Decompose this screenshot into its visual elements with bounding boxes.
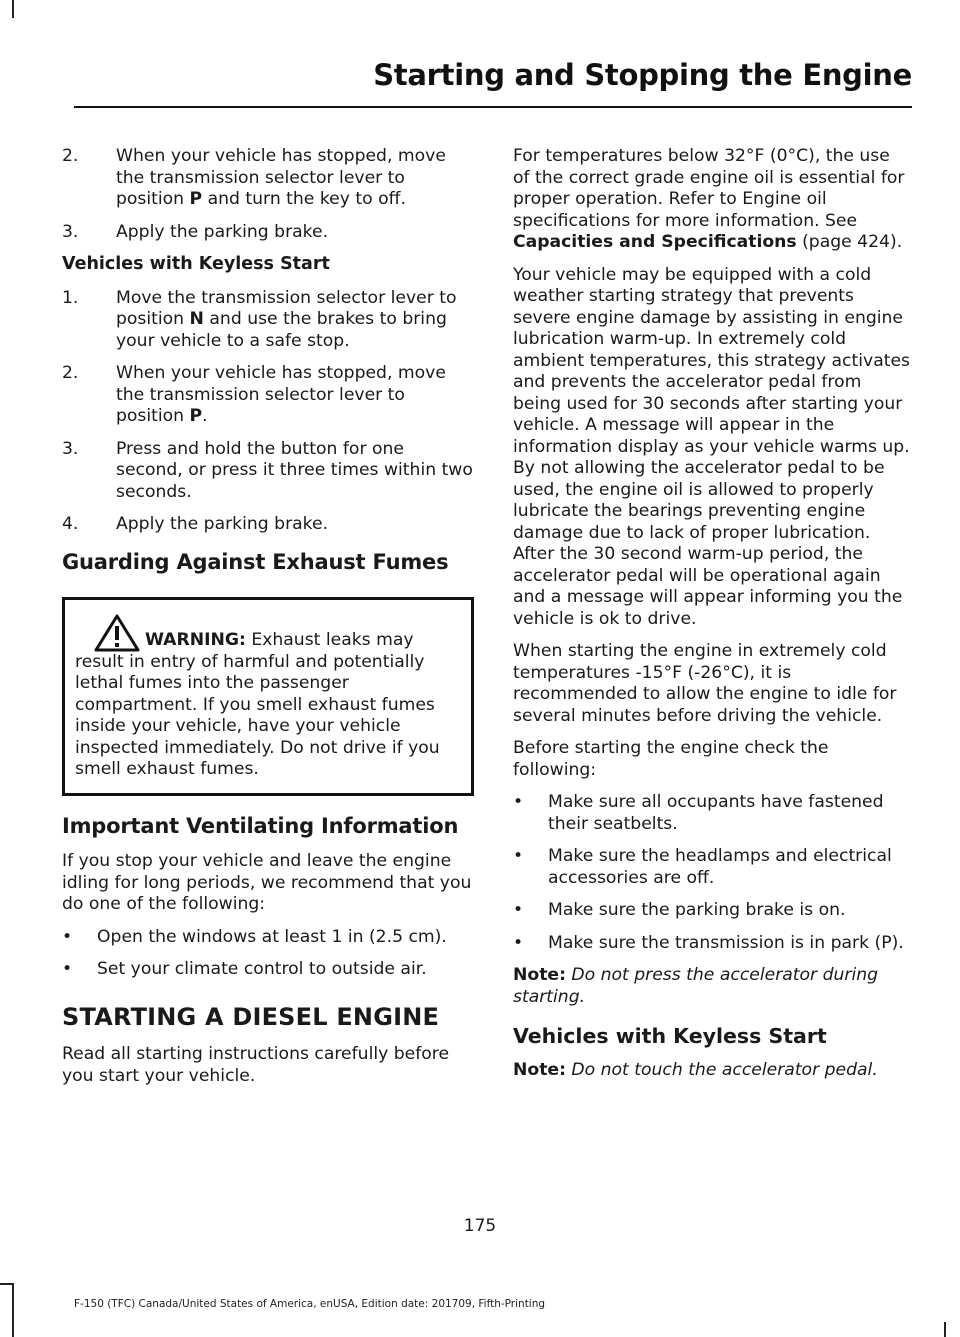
list-text: Make sure the transmission is in park (P). <box>548 932 904 953</box>
list-item-keyless-3 <box>62 439 474 504</box>
list-text: Press and hold the button for one second, or press it three times within two seconds. <box>116 438 473 502</box>
list-item-windows <box>62 927 474 949</box>
bullet: • <box>62 959 73 979</box>
text-run: and turn the key to off. <box>202 189 406 209</box>
text-run: and use the brakes to bring your vehicle to a safe stop. <box>116 309 447 351</box>
list-number: 1. <box>62 287 79 308</box>
capacities-link[interactable]: Capacities and Specifications <box>513 232 797 252</box>
list-item-keyless-1 <box>62 288 474 353</box>
bullet: • <box>513 846 524 866</box>
note-text: Do not touch the accelerator pedal. <box>565 1059 878 1080</box>
text-run: For temperatures below 32°F (0°C), the use of the correct grade engine oil is essential for proper operation. Refer to Engine oil specifications for more information. See <box>513 146 905 231</box>
list-number: 2. <box>62 363 79 383</box>
list-number: 3. <box>62 221 79 242</box>
list-item-step-3 <box>62 222 474 244</box>
list-text: Make sure all occupants have fastened their seatbelts. <box>548 792 884 834</box>
heading-starting-diesel: STARTING A DIESEL ENGINE <box>62 1002 440 1031</box>
crop-mark-bottom-right <box>944 1322 946 1337</box>
note-accelerator-starting <box>513 965 910 1008</box>
bullet: • <box>513 932 524 953</box>
list-item-keyless-2 <box>62 363 474 428</box>
gear-position-bold: N <box>189 309 204 329</box>
warning-box <box>62 597 474 796</box>
warning-label: WARNING: <box>145 630 246 650</box>
cold-strategy-paragraph: Your vehicle may be equipped with a cold weather starting strategy that prevents severe engine damage by assisting in engine lubrication warm-up. In extremely cold ambient temperatures, this strategy activates and prevents the accelerator pedal from being used for 30 seconds after starting your vehicle. A message will appear in the information display as your vehicle warms up. By not allowing the accelerator pedal to be used, the engine oil is allowed to properly lubricate the bearings preventing engine damage due to lack of proper lubrication. After the 30 second warm-up period, the accelerator pedal will be operational again and a message will appear informing you the vehicle is ok to drive. <box>513 264 910 629</box>
temperature-paragraph <box>513 146 910 254</box>
ventilating-paragraph: If you stop your vehicle and leave the engine idling for long periods, we recommend that you do one of the following: <box>62 851 472 914</box>
crop-mark-top-left <box>12 0 14 18</box>
extreme-cold-paragraph: When starting the engine in extremely cold temperatures -15°F (-26°C), it is recommended to allow the engine to idle for several minutes before driving the vehicle. <box>513 641 897 726</box>
list-number: 4. <box>62 514 79 534</box>
list-item-keyless-4 <box>62 514 474 536</box>
warning-body: Exhaust leaks may result in entry of harmful and potentially lethal fumes into the passenger compartment. If you smell exhaust fumes inside your vehicle, have your vehicle inspected immediately. Do not drive if you smell exhaust fumes. <box>75 630 440 779</box>
list-text: Apply the parking brake. <box>116 221 329 242</box>
text-run: Move the transmission selector lever to position <box>116 287 457 329</box>
page-header-title: Starting and Stopping the Engine <box>373 58 912 92</box>
note-label: Note: <box>513 1059 566 1080</box>
note-accelerator-pedal <box>513 1060 910 1082</box>
page-number: 175 <box>463 1216 497 1236</box>
crop-mark-bottom-left <box>12 1283 14 1337</box>
list-item-climate <box>62 959 474 981</box>
heading-keyless-start-diesel: Vehicles with Keyless Start <box>513 1024 827 1048</box>
list-item-parking-brake <box>513 900 910 922</box>
list-text: Make sure the headlamps and electrical accessories are off. <box>548 846 892 888</box>
gear-position-bold: P <box>189 406 203 426</box>
list-text <box>116 363 474 428</box>
text-run: . <box>202 406 208 426</box>
list-number: 2. <box>62 146 79 166</box>
list-item-seatbelts <box>513 792 910 835</box>
list-text <box>116 288 474 353</box>
bullet: • <box>62 926 73 947</box>
list-item-transmission-park <box>513 933 910 955</box>
list-text: Set your climate control to outside air. <box>97 959 427 979</box>
note-text: Do not press the accelerator during starting. <box>513 965 879 1007</box>
note-label: Note: <box>513 965 566 985</box>
right-column <box>513 146 910 1092</box>
gear-position-bold: P <box>189 189 203 209</box>
text-run: When your vehicle has stopped, move the transmission selector lever to position <box>116 146 446 209</box>
list-item-step-2 <box>62 146 474 211</box>
heading-guarding-exhaust: Guarding Against Exhaust Fumes <box>62 549 449 574</box>
warning-triangle-icon <box>93 613 141 653</box>
diesel-paragraph: Read all starting instructions carefully before you start your vehicle. <box>62 1044 450 1086</box>
list-number: 3. <box>62 438 79 459</box>
header-rule <box>74 106 912 108</box>
heading-ventilating: Important Ventilating Information <box>62 813 459 838</box>
list-text <box>116 146 474 211</box>
crop-mark-bottom-left-h <box>0 1283 14 1285</box>
bullet: • <box>513 900 524 920</box>
text-run: When your vehicle has stopped, move the transmission selector lever to position <box>116 363 446 426</box>
subheading-keyless-start: Vehicles with Keyless Start <box>62 254 330 274</box>
bullet: • <box>513 792 524 812</box>
text-run: (page 424). <box>796 232 903 252</box>
check-intro-paragraph: Before starting the engine check the following: <box>513 738 829 780</box>
list-text: Make sure the parking brake is on. <box>548 900 846 920</box>
list-text: Apply the parking brake. <box>116 514 329 534</box>
list-item-headlamps <box>513 846 910 889</box>
list-text: Open the windows at least 1 in (2.5 cm). <box>97 926 447 947</box>
edition-info: F-150 (TFC) Canada/United States of America, enUSA, Edition date: 201709, Fifth-Printing <box>74 1298 546 1310</box>
left-column <box>62 146 474 1098</box>
